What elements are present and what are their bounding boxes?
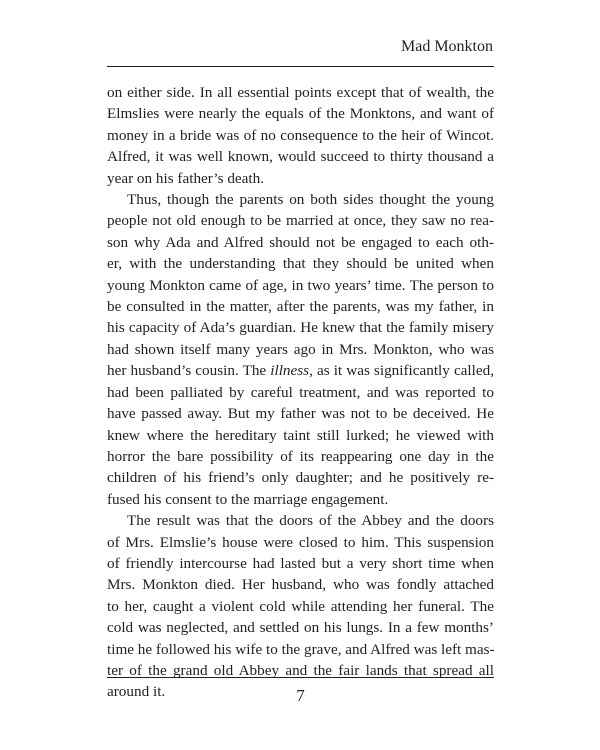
text-line: son why Ada and Alfred should not be engaged to each oth- [107,233,494,251]
text-line: of friendly intercourse had lasted but a very short time when [107,554,494,572]
footer-rule [107,677,494,678]
text-line: year on his father’s death. [107,169,265,187]
text-line: around it. [107,683,166,701]
text-line: Alfred, it was well known, would succeed to thirty thousand a [107,148,494,166]
text-line: ter of the grand old Abbey and the fair lands that spread all [107,661,494,679]
text-line: his capacity of Ada’s guardian. He knew that the family misery [107,319,494,337]
text-line: be consulted in the matter, after the parents, was my father, in [107,298,494,316]
text-line: people not old enough to be married at once, they saw no rea- [107,212,494,230]
text-line: time he followed his wife to the grave, and Alfred was left mas- [107,640,495,658]
text-line: young Monkton came of age, in two years’ time. The person to [107,276,494,294]
text-line: knew where the hereditary taint still lurked; he viewed with [107,426,494,444]
page-number: 7 [296,686,305,705]
text-line: horror the bare possibility of its reappearing one day in the [107,447,494,465]
text-line: Elmslies were nearly the equals of the Monktons, and want of [107,105,494,123]
text-segment: , as it was significantly called, [309,362,494,380]
emphasis-illness: illness [270,362,310,380]
text-line: on either side. In all essential points except that of wealth, the [107,84,494,101]
text-line: fused his consent to the marriage engagement. [107,490,389,508]
text-line: money in a bride was of no consequence to the heir of Wincot. [107,126,494,144]
header-rule [107,66,494,67]
text-line: to her, caught a violent cold while attending her funeral. The [107,597,494,615]
text-line: The result was that the doors of the Abbey and the doors [127,512,494,530]
text-line: had shown itself many years ago in Mrs. Monkton, who was [107,340,494,358]
text-line: Mrs. Monkton died. Her husband, who was fondly attached [107,576,494,594]
text-line: er, with the understanding that they should be united when [107,255,494,273]
text-line: children of his friend’s only daughter; and he positively re- [107,469,494,487]
text-line: have passed away. But my father was not to be deceived. He [107,405,494,423]
text-line: Thus, though the parents on both sides thought the young [127,191,494,209]
text-line-with-emphasis [107,360,494,381]
running-head-title: Mad Monkton [401,38,493,55]
text-line: had been palliated by careful treatment, and was reported to [107,383,494,401]
text-line: cold was neglected, and settled on his lungs. In a few months’ [107,619,494,637]
body-text [107,82,494,703]
text-line: of Mrs. Elmslie’s house were closed to him. This suspension [107,533,494,551]
text-segment: her husband’s cousin. The [107,362,271,380]
